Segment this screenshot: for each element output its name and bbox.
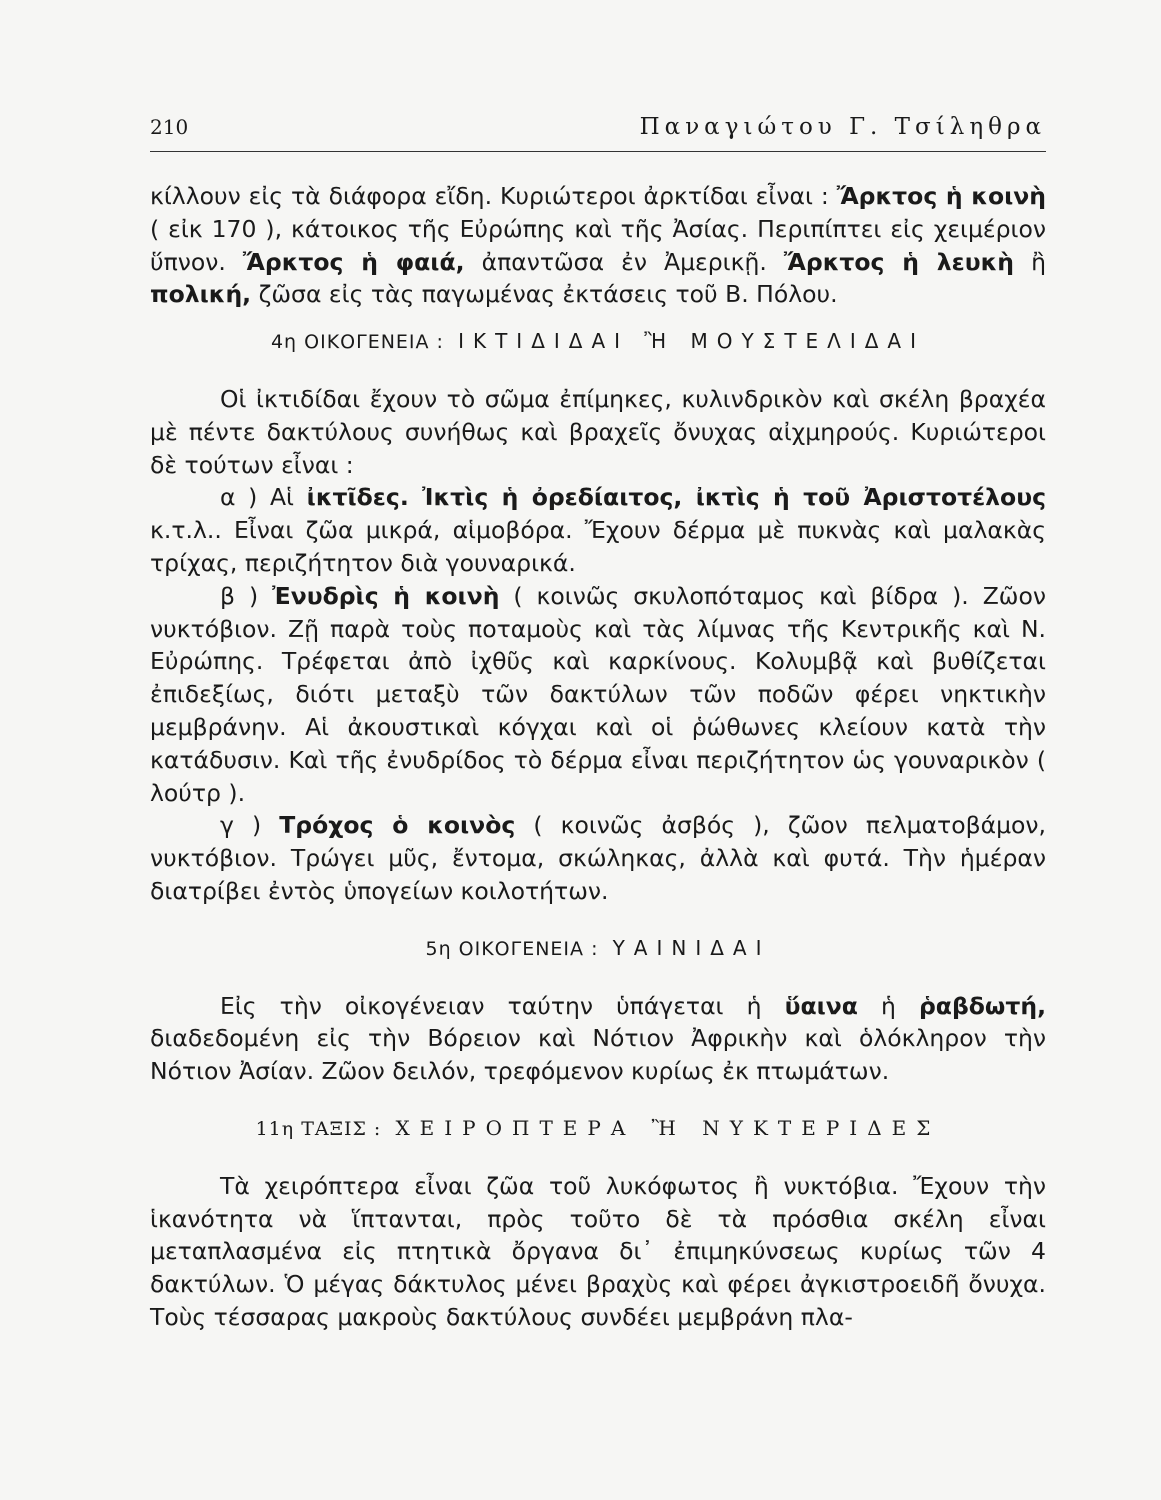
section-heading-order-11: 11η ΤΑΞΙΣ : ΧΕΙΡΟΠΤΕΡΑ Ἢ ΝΥΚΤΕΡΙΔΕΣ bbox=[255, 1115, 941, 1140]
paragraph-item-c: γ ) Τρόχος ὁ κοινὸς ( κοινῶς ἀσβός ), ζῶον πελματοβάμον, νυκτόβιον. Τρώγει μῦς, ἔντομα, σκώληκας, ἀλλὰ καὶ φυτά. Τὴν ἡμέραν διατρίβει ἐντὸς ὑπογείων κοιλοτήτων. bbox=[150, 811, 1046, 905]
species-name: πολική, bbox=[150, 280, 252, 309]
page-header bbox=[150, 114, 1046, 140]
species-name: ῥαβδωτή, bbox=[918, 991, 1046, 1020]
page-number: 210 bbox=[150, 115, 189, 139]
header-rule bbox=[150, 151, 1046, 152]
paragraph-bears: κίλλουν εἰς τὰ διάφορα εἴδη. Κυριώτεροι ἀρκτίδαι εἶναι : Ἄρκτος ἡ κοινὴ ( εἰκ 170 ), κάτοικος τῆς Εὐρώπης καὶ τῆς Ἀσίας. Περιπίπτει εἰς χειμέριον ὕπνον. Ἄρκτος ἡ φαιά, ἀπαντῶσα ἐν Ἀμερικῇ. Ἄρκτος ἡ λευκὴ ἢ πολική, ζῶσα εἰς τὰς παγωμένας ἐκτάσεις τοῦ Β. Πόλου. bbox=[150, 182, 1047, 309]
species-name: Τρόχος ὁ κοινὸς bbox=[279, 811, 516, 840]
paragraph-mustelids: Οἱ ἰκτιδίδαι ἔχουν τὸ σῶμα ἐπίμηκες, κυλινδρικὸν καὶ σκέλη βραχέα μὲ πέντε δακτύλους συνήθως καὶ βραχεῖς ὄνυχας αἰχμηρούς. Κυριώτεροι δὲ τούτων εἶναι : bbox=[150, 384, 1046, 479]
paragraph-hyenas: Εἰς τὴν οἰκογένειαν ταύτην ὑπάγεται ἡ ὕαινα ἡ ῥαβδωτή, διαδεδομένη εἰς τὴν Βόρειον καὶ Νότιον Ἀφρικὴν καὶ ὁλόκληρον τὴν Νότιον Ἀσίαν. Ζῶον δειλόν, τρεφόμενον κυρίως ἐκ πτωμάτων. bbox=[150, 991, 1046, 1086]
species-name: Ἐνυδρὶς ἡ κοινὴ bbox=[272, 581, 500, 610]
running-title: Παναγιώτου Γ. Τσίληθρα bbox=[639, 114, 1046, 140]
section-heading-family-4: 4η ΟΙΚΟΓΕΝΕΙΑ : ΙΚΤΙΔΙΔΑΙ Ἢ ΜΟΥΣΤΕΛΙΔΑΙ bbox=[270, 329, 926, 354]
species-name: ὕαινα bbox=[784, 991, 858, 1020]
paragraph-bats: Τὰ χειρόπτερα εἶναι ζῶα τοῦ λυκόφωτος ἢ νυκτόβια. Ἔχουν τὴν ἱκανότητα νὰ ἵπτανται, πρὸς τοῦτο δὲ τὰ πρόσθια σκέλη εἶναι μεταπλασμένα εἰς πτητικὰ ὄργανα δι᾽ ἐπιμηκύνσεως κυρίως τῶν 4 δακτύλων. Ὁ μέγας δάκτυλος μένει βραχὺς καὶ φέρει ἀγκιστροειδῆ ὄνυχα. Τοὺς τέσσαρας μακροὺς δακτύλους συνδέει μεμβράνη πλα- bbox=[150, 1171, 1046, 1331]
paragraph-item-a: α ) Αἱ ἰκτῖδες. Ἰκτὶς ἡ ὀρεδίαιτος, ἰκτὶς ἡ τοῦ Ἀριστοτέλους κ.τ.λ.. Εἶναι ζῶα μικρά, αἱμοβόρα. Ἔχουν δέρμα μὲ πυκνὰς καὶ μαλακὰς τρίχας, περιζήτητον διὰ γουναρικά. bbox=[150, 483, 1046, 577]
species-name: Ἄρκτος ἡ φαιά, bbox=[242, 247, 465, 276]
species-name: ἰκτῖδες. Ἰκτὶς ἡ ὀρεδίαιτος, ἰκτὶς ἡ τοῦ Ἀριστοτέλους bbox=[306, 483, 1046, 512]
paragraph-item-b: β ) Ἐνυδρὶς ἡ κοινὴ ( κοινῶς σκυλοπόταμος καὶ βίδρα ). Ζῶον νυκτόβιον. Ζῇ παρὰ τοὺς ποταμοὺς καὶ τὰς λίμνας τῆς Κεντρικῆς καὶ Ν. Εὐρώπης. Τρέφεται ἀπὸ ἰχθῦς καὶ καρκίνους. Κολυμβᾷ καὶ βυθίζεται ἐπιδεξίως, διότι μεταξὺ τῶν δακτύλων τῶν ποδῶν φέρει νηκτικὴν μεμβράνην. Αἱ ἀκουστικαὶ κόγχαι καὶ οἱ ῥώθωνες κλείουν κατὰ τὴν κατάδυσιν. Καὶ τῆς ἐνυδρίδος τὸ δέρμα εἶναι περιζήτητον ὡς γουναρικὸν ( λούτρ ). bbox=[150, 581, 1046, 807]
species-name: Ἄρκτος ἡ λευκὴ bbox=[783, 247, 1015, 276]
page-body bbox=[150, 180, 1046, 1334]
section-heading-family-5: 5η ΟΙΚΟΓΕΝΕΙΑ : ΥΑΙΝΙΔΑΙ bbox=[425, 935, 771, 960]
species-name: Ἄρκτος ἡ κοινὴ bbox=[836, 182, 1047, 210]
